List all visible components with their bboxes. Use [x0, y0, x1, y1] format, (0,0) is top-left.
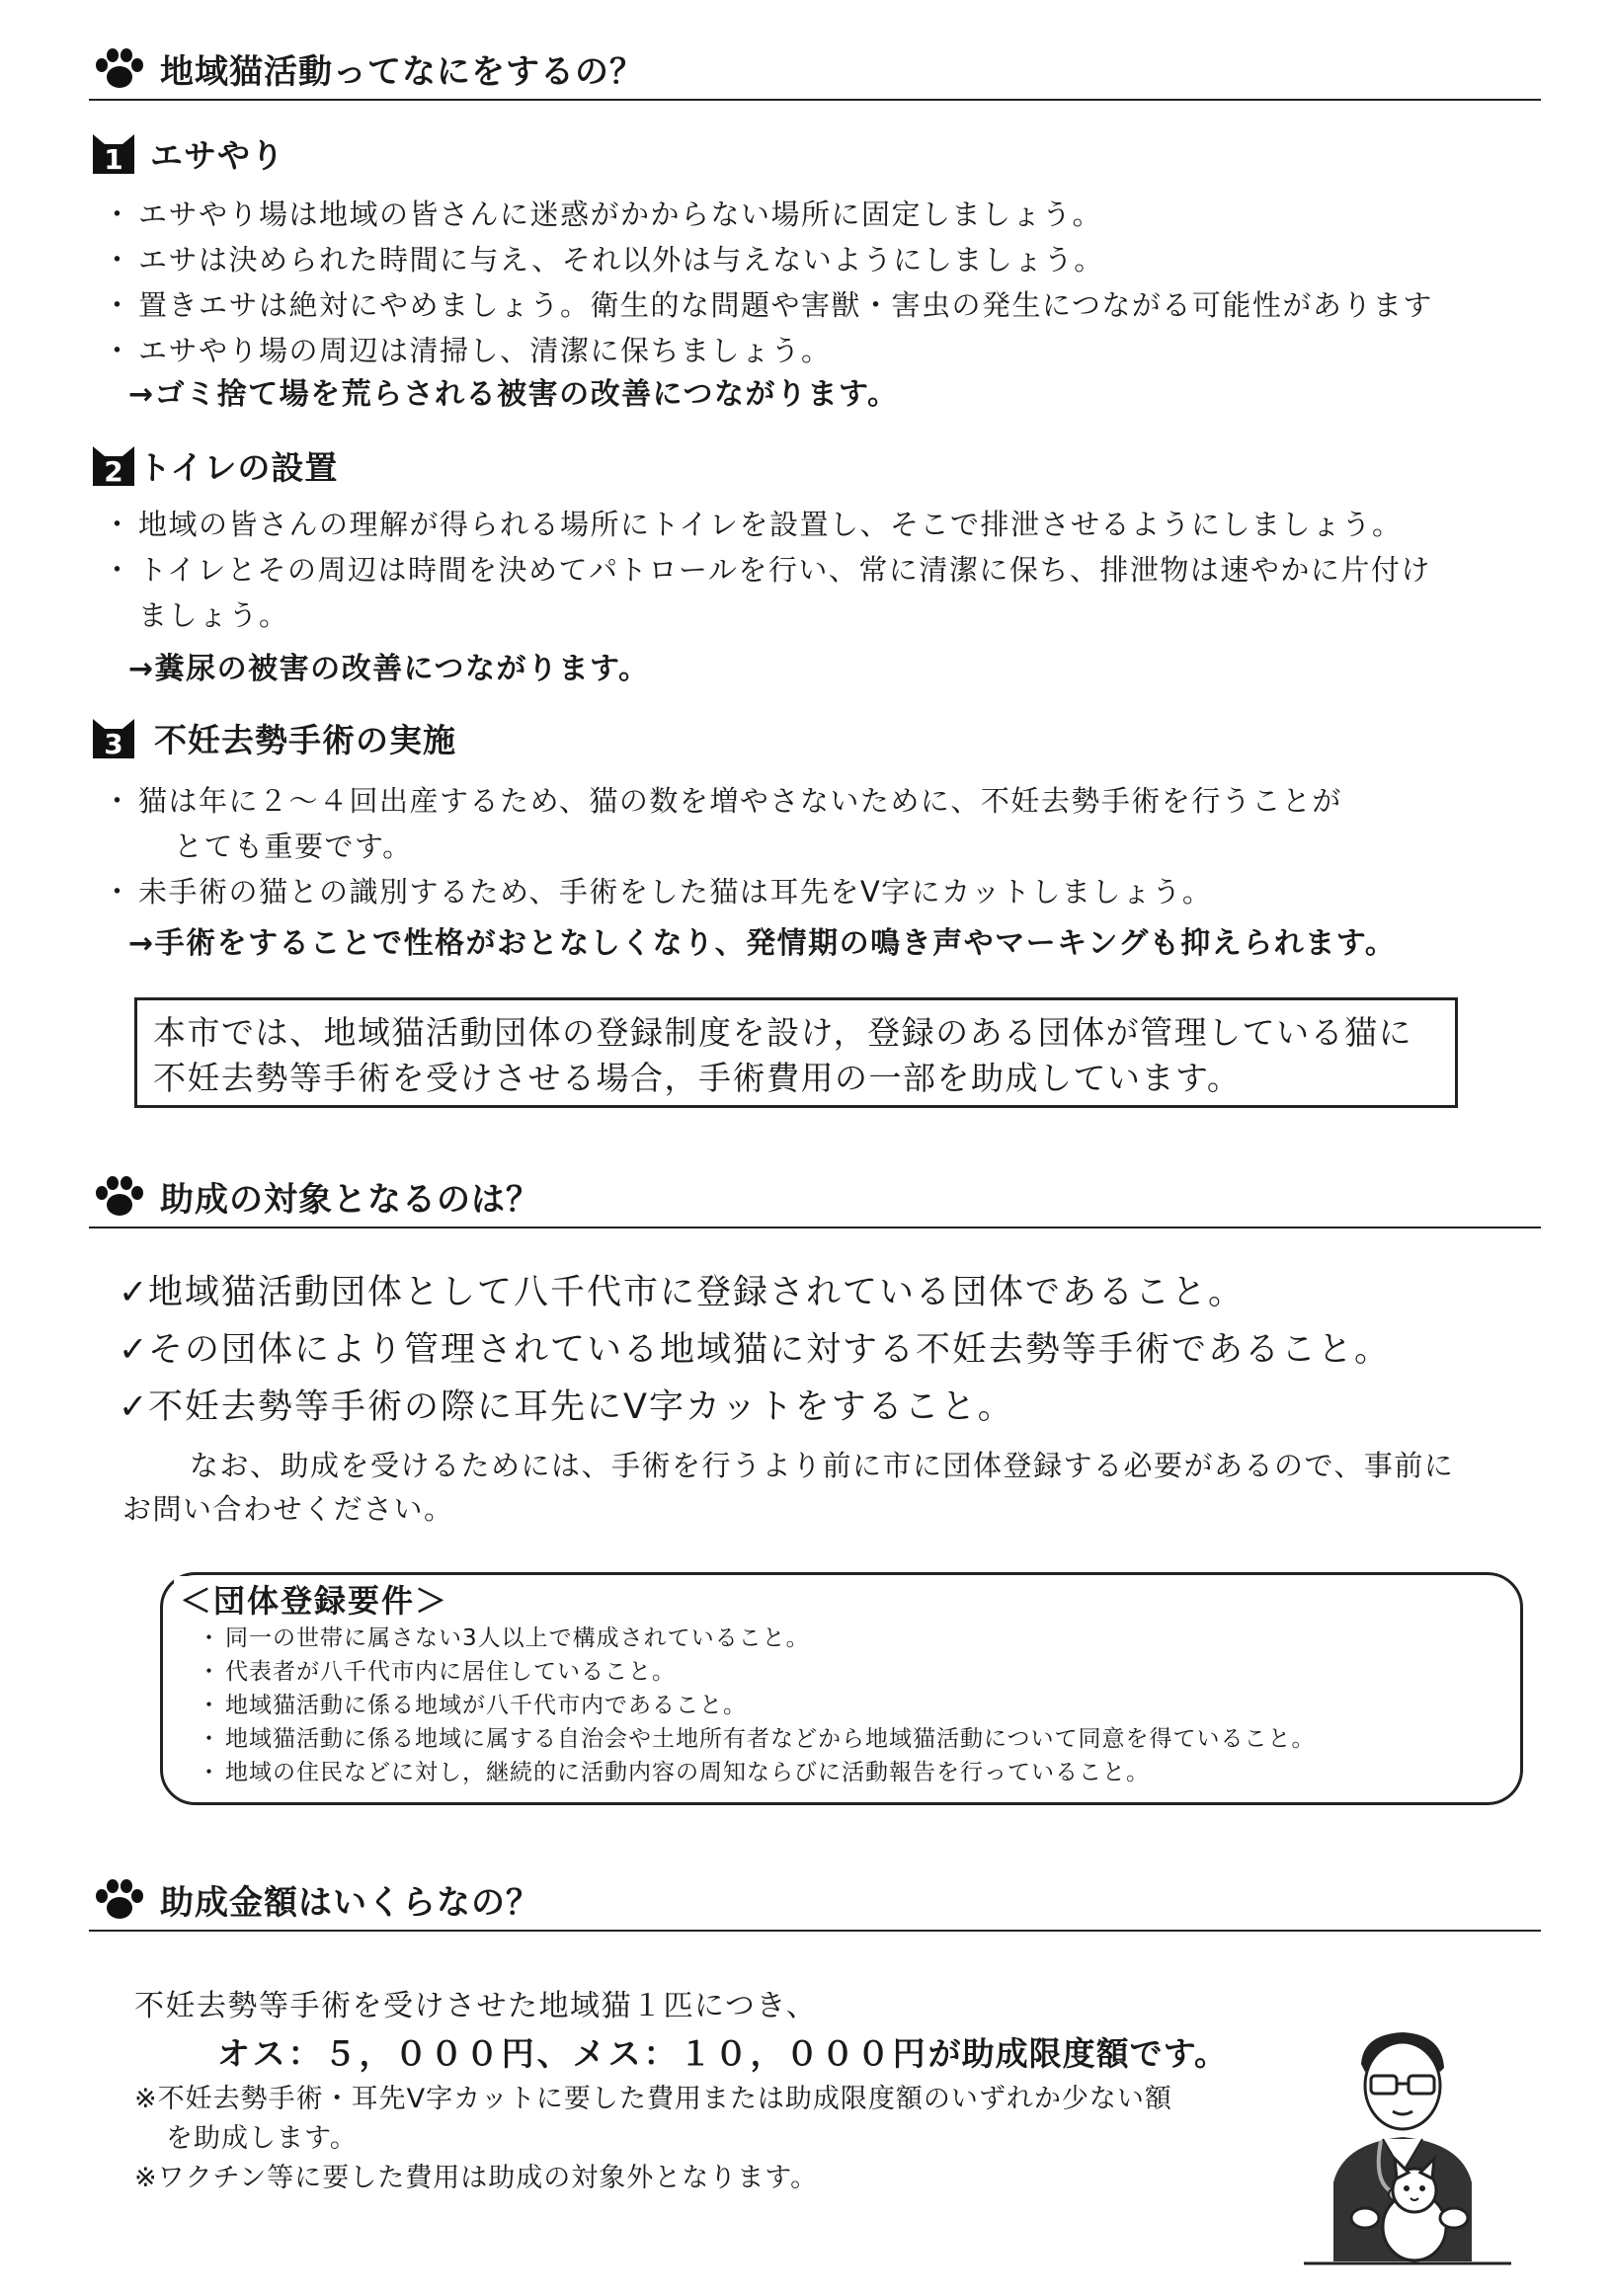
check-item	[119, 1321, 1391, 1379]
paw-icon	[93, 1175, 146, 1219]
list-item-line: とても重要です。	[174, 830, 413, 863]
amount-values: オス：５，０００円、メス：１０，０００円	[217, 2034, 928, 2073]
feeding-result: →ゴミ捨て場を荒らされる被害の改善につながります。	[128, 377, 899, 412]
registration-note	[122, 1444, 1545, 1531]
check-item-text: 地域猫活動団体として八千代市に登録されている団体であること。	[148, 1273, 1246, 1312]
check-item	[119, 1264, 1391, 1321]
list-item-line: 猫は年に２～４回出産するため、猫の数を増やさないために、不妊去勢手術を行うことが	[138, 784, 1342, 818]
requirements-list	[202, 1622, 1316, 1789]
list-item: ・ 同一の世帯に属さない3人以上で構成されていること。	[202, 1622, 1316, 1655]
eligibility-checklist	[119, 1264, 1391, 1436]
check-icon: ✓	[119, 1273, 150, 1312]
list-item-line: ましょう。	[138, 598, 289, 632]
paw-icon	[93, 47, 146, 91]
section-header-activities	[89, 40, 1541, 101]
svg-text:2: 2	[104, 455, 123, 488]
note-line: お問い合わせください。	[122, 1492, 454, 1526]
item-title: エサやり	[150, 136, 284, 175]
vet-with-cat-illustration	[1304, 2024, 1511, 2271]
check-item-text: 不妊去勢等手術の際に耳先にV字カットをすること。	[148, 1387, 1014, 1427]
amount-notes	[134, 2080, 1172, 2198]
check-item	[119, 1379, 1391, 1436]
svg-text:3: 3	[104, 728, 123, 760]
list-item: ・ 未手術の猫との識別するため、手術をした猫は耳先をV字にカットしましょう。	[109, 869, 1342, 914]
section-header-amount	[89, 1870, 1541, 1932]
item-title: 不妊去勢手術の実施	[154, 721, 456, 759]
list-item: ・ エサやり場の周辺は清掃し、清潔に保ちましょう。	[109, 328, 1433, 373]
svg-text:1: 1	[104, 143, 123, 176]
list-item	[109, 778, 1342, 869]
section-title: 助成金額はいくらなの？	[160, 1883, 540, 1923]
requirements-title: ＜団体登録要件＞	[174, 1576, 454, 1622]
feeding-bullets	[109, 192, 1433, 373]
amount-intro: 不妊去勢等手術を受けさせた地域猫１匹につき、	[134, 1989, 818, 2023]
cat-head-number-icon	[89, 126, 138, 176]
check-icon: ✓	[119, 1330, 150, 1370]
cat-head-number-icon	[89, 438, 138, 488]
list-item: ・ 置きエサは絶対にやめましょう。衛生的な問題や害獣・害虫の発生につながる可能性があります	[109, 282, 1433, 328]
cat-head-number-icon	[89, 711, 138, 760]
toilet-bullets	[109, 502, 1431, 638]
check-item-text: その団体により管理されている地域猫に対する不妊去勢等手術であること。	[148, 1330, 1392, 1370]
note-line: ※ワクチン等に要した費用は助成の対象外となります。	[134, 2163, 819, 2193]
list-item: ・ エサは決められた時間に与え、それ以外は与えないようにしましょう。	[109, 237, 1433, 282]
list-item: ・ 地域の住民などに対し，継続的に活動内容の周知ならびに活動報告を行っていること。	[202, 1756, 1316, 1789]
paw-icon	[93, 1878, 146, 1922]
list-item	[109, 547, 1431, 638]
list-item: ・ 代表者が八千代市内に居住していること。	[202, 1655, 1316, 1689]
notice-line: 不妊去勢等手術を受けさせる場合，手術費用の一部を助成しています。	[153, 1059, 1242, 1097]
check-icon: ✓	[119, 1387, 150, 1427]
surgery-bullets	[109, 778, 1342, 914]
toilet-result: →糞尿の被害の改善につながります。	[128, 652, 650, 686]
section-title: 助成の対象となるのは？	[160, 1180, 540, 1220]
item-title: トイレの設置	[138, 448, 339, 487]
list-item: ・ 地域の皆さんの理解が得られる場所にトイレを設置し、そこで排泄させるようにしましょう。	[109, 502, 1431, 547]
note-line: を助成します。	[166, 2123, 358, 2154]
notice-line: 本市では、地域猫活動団体の登録制度を設け，登録のある団体が管理している猫に	[153, 1013, 1413, 1052]
section-title: 地域猫活動ってなにをするの？	[160, 52, 644, 92]
note-line: なお、助成を受けるためには、手術を行うより前に市に団体登録する必要があるので、事前に	[190, 1449, 1455, 1482]
subsidy-notice-box	[134, 997, 1458, 1108]
surgery-result: →手術をすることで性格がおとなしくなり、発情期の鳴き声やマーキングも抑えられます。	[128, 926, 1397, 961]
list-item: ・ 地域猫活動に係る地域に属する自治会や土地所有者などから地域猫活動について同意を得ていること。	[202, 1722, 1316, 1756]
list-item-line: トイレとその周辺は時間を決めてパトロールを行い、常に清潔に保ち、排泄物は速やかに片付け	[138, 553, 1431, 587]
list-item: ・ 地域猫活動に係る地域が八千代市内であること。	[202, 1689, 1316, 1722]
amount-tail: が助成限度額です。	[927, 2034, 1229, 2073]
section-header-eligibility	[89, 1167, 1541, 1228]
amount-limit	[217, 2028, 1228, 2075]
note-line: ※不妊去勢手術・耳先V字カットに要した費用または助成限度額のいずれか少ない額	[134, 2084, 1172, 2114]
list-item: ・ エサやり場は地域の皆さんに迷惑がかからない場所に固定しましょう。	[109, 192, 1433, 237]
